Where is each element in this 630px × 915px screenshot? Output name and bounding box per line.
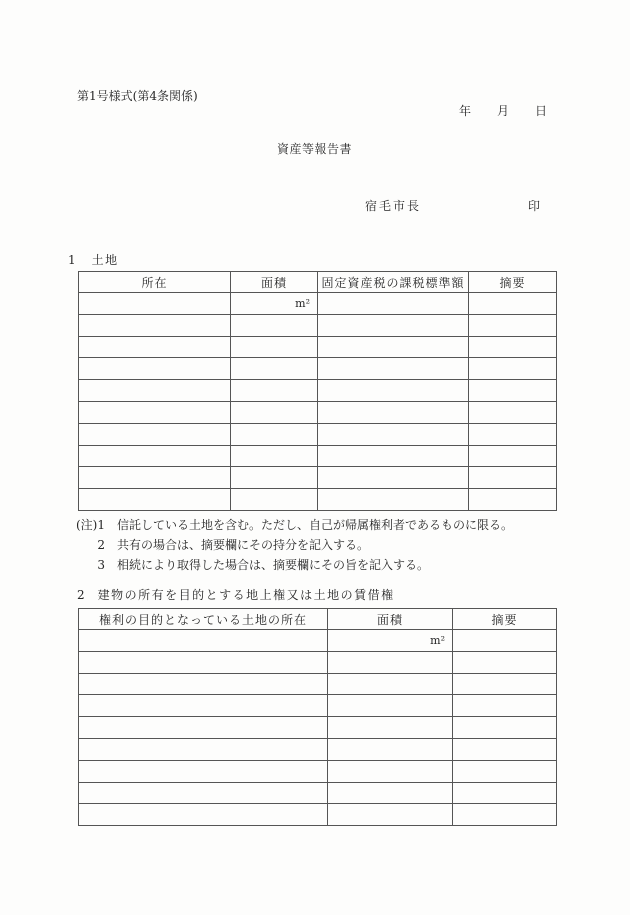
empty-cell: [453, 651, 557, 673]
note-prefix-1: (注)1: [76, 518, 105, 532]
empty-cell: [318, 489, 469, 511]
note-text-1: 信託している土地を含む。ただし、自己が帰属権利者であるものに限る。: [117, 518, 514, 532]
note-prefix-2: 2: [97, 538, 105, 552]
empty-cell: [453, 782, 557, 804]
notes-block: [73, 515, 513, 575]
empty-cell: [328, 760, 453, 782]
empty-table-row: [79, 695, 557, 717]
empty-cell: [318, 445, 469, 467]
leasehold-col-area: 面積: [328, 609, 453, 630]
empty-cell: [79, 314, 231, 336]
land-col-location: 所在: [79, 272, 231, 293]
empty-cell: [79, 804, 328, 826]
section-leasehold-number: 2: [77, 588, 85, 602]
empty-table-row: [79, 782, 557, 804]
empty-cell: [318, 358, 469, 380]
date-year-label: 年: [459, 104, 472, 118]
section-land-title: 土地: [91, 253, 119, 267]
empty-cell: [318, 314, 469, 336]
date-day-label: 日: [535, 104, 548, 118]
empty-table-row: [79, 423, 557, 445]
empty-cell: [79, 651, 328, 673]
empty-cell: [318, 423, 469, 445]
empty-cell: [453, 760, 557, 782]
empty-cell: [469, 467, 557, 489]
empty-cell: [79, 293, 231, 315]
empty-cell: [469, 293, 557, 315]
leasehold-col-remarks: 摘要: [453, 609, 557, 630]
empty-cell: [328, 673, 453, 695]
empty-cell: [79, 630, 328, 652]
empty-cell: [79, 760, 328, 782]
empty-cell: [79, 695, 328, 717]
empty-table-row: [79, 293, 557, 315]
empty-cell: [231, 467, 318, 489]
empty-table-row: [79, 630, 557, 652]
empty-table-row: [79, 717, 557, 739]
empty-cell: [79, 358, 231, 380]
empty-table-row: [79, 358, 557, 380]
leasehold-table-header-row: [79, 609, 557, 630]
date-month-label: 月: [497, 104, 510, 118]
section-land-number: 1: [68, 253, 76, 267]
seal-mark: 印: [527, 199, 540, 213]
empty-cell: [469, 423, 557, 445]
leasehold-col-location: 権利の目的となっている土地の所在: [79, 609, 328, 630]
empty-table-row: [79, 804, 557, 826]
note-text-3: 相続により取得した場合は、摘要欄にその旨を記入する。: [117, 558, 430, 572]
empty-cell: [328, 738, 453, 760]
empty-cell: [79, 782, 328, 804]
empty-table-row: [79, 336, 557, 358]
land-table-header-row: [79, 272, 557, 293]
empty-cell: [328, 717, 453, 739]
date-line: [459, 102, 547, 119]
empty-cell: [79, 445, 231, 467]
empty-table-row: [79, 445, 557, 467]
empty-cell: [469, 358, 557, 380]
empty-cell: [469, 445, 557, 467]
empty-cell: [328, 695, 453, 717]
empty-cell: [453, 630, 557, 652]
empty-cell: [453, 695, 557, 717]
empty-table-row: [79, 738, 557, 760]
empty-cell: [231, 380, 318, 402]
note-line-3: [73, 555, 513, 575]
empty-cell: [469, 314, 557, 336]
form-number: 第1号様式(第4条関係): [77, 89, 198, 103]
empty-cell: [318, 380, 469, 402]
empty-table-row: [79, 760, 557, 782]
empty-table-row: [79, 673, 557, 695]
empty-table-row: [79, 401, 557, 423]
empty-cell: [318, 293, 469, 315]
note-line-1: [73, 515, 513, 535]
addressee-label: 宿毛市長: [365, 199, 422, 213]
section-leasehold-heading: [77, 586, 395, 603]
empty-cell: [318, 467, 469, 489]
leasehold-table: [78, 608, 557, 826]
empty-cell: [79, 467, 231, 489]
empty-cell: [469, 401, 557, 423]
empty-cell: [79, 401, 231, 423]
empty-cell: [328, 782, 453, 804]
empty-cell: [469, 336, 557, 358]
empty-table-row: [79, 380, 557, 402]
empty-table-row: [79, 651, 557, 673]
empty-cell: [453, 717, 557, 739]
land-table-body: [79, 293, 557, 511]
empty-table-row: [79, 314, 557, 336]
empty-cell: [79, 738, 328, 760]
empty-cell: [79, 489, 231, 511]
empty-cell: [318, 401, 469, 423]
note-prefix-3: 3: [97, 558, 105, 572]
empty-cell: [453, 804, 557, 826]
empty-cell: [79, 380, 231, 402]
empty-cell: [79, 717, 328, 739]
empty-cell: [469, 489, 557, 511]
empty-cell: [231, 336, 318, 358]
empty-cell: [318, 336, 469, 358]
leasehold-table-body: [79, 630, 557, 826]
empty-cell: [231, 358, 318, 380]
empty-table-row: [79, 489, 557, 511]
empty-table-row: [79, 467, 557, 489]
empty-cell: [231, 489, 318, 511]
empty-cell: [231, 445, 318, 467]
empty-cell: [231, 314, 318, 336]
document-title: 資産等報告書: [277, 142, 353, 156]
addressee-row: [365, 197, 540, 214]
empty-cell: [328, 804, 453, 826]
empty-cell: [328, 651, 453, 673]
empty-cell: [79, 336, 231, 358]
note-text-2: 共有の場合は、摘要欄にその持分を記入する。: [117, 538, 370, 552]
land-col-remarks: 摘要: [469, 272, 557, 293]
land-table: [78, 271, 557, 511]
land-col-area: 面積: [231, 272, 318, 293]
empty-cell: [79, 673, 328, 695]
empty-cell: [453, 673, 557, 695]
empty-cell: [231, 401, 318, 423]
empty-cell: [453, 738, 557, 760]
area-unit-cell: m²: [328, 630, 453, 652]
empty-cell: [231, 423, 318, 445]
note-line-2: [73, 535, 513, 555]
empty-cell: [469, 380, 557, 402]
section-leasehold-title: 建物の所有を目的とする地上権又は土地の賃借権: [97, 588, 395, 602]
section-land-heading: [68, 251, 119, 268]
area-unit-cell: m²: [231, 293, 318, 315]
empty-cell: [79, 423, 231, 445]
land-col-tax-base: 固定資産税の課税標準額: [318, 272, 469, 293]
